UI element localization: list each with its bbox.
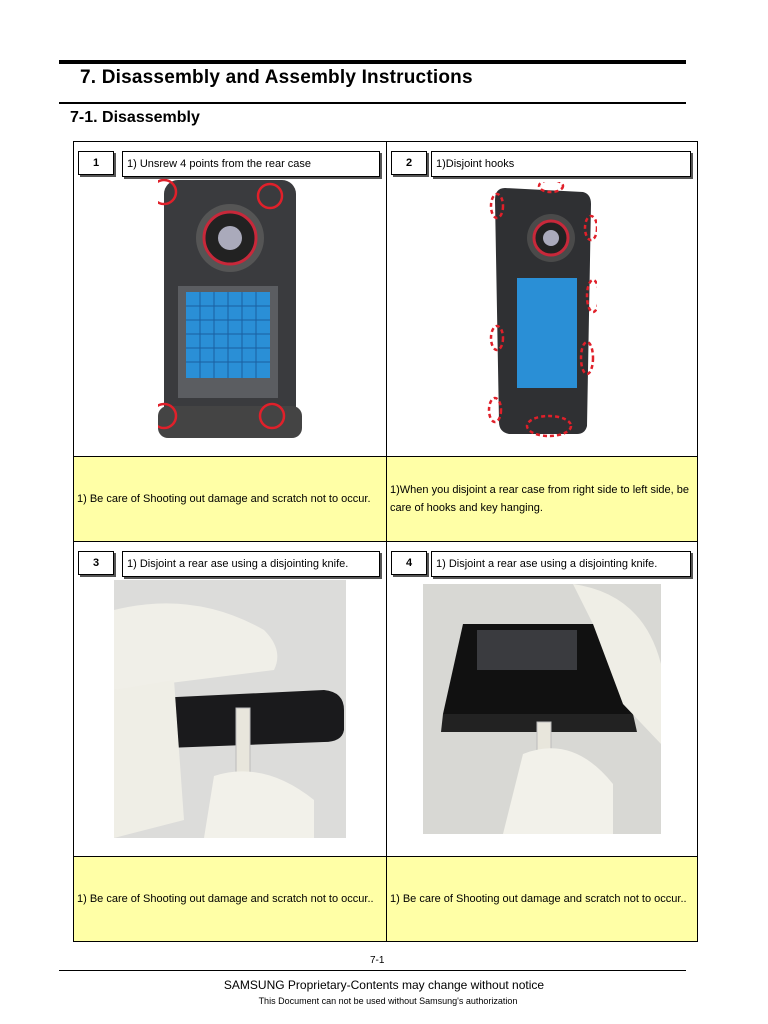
phone-rear-screws-photo (158, 178, 310, 440)
step-2-image-cell (387, 142, 697, 456)
step-1-image-cell (74, 142, 386, 456)
page-title: 7. Disassembly and Assembly Instructions (80, 67, 473, 88)
step-1-note-text: 1) Be care of Shooting out damage and scratch not to occur. (77, 493, 371, 505)
step-3-note (74, 857, 386, 941)
title-rule (59, 102, 686, 104)
footer-authorization: This Document can not be used without Samsung's authorization (258, 996, 518, 1006)
step-4-number: 4 (391, 551, 427, 575)
step-4-note-text: 1) Be care of Shooting out damage and scratch not to occur.. (390, 893, 687, 905)
footer-notice: SAMSUNG Proprietary-Contents may change without notice (223, 978, 545, 992)
step-2-number: 2 (391, 151, 427, 175)
step-2-note (387, 457, 697, 541)
step-2-note-text: 1)When you disjoint a rear case from right side to left side, be care of hooks and key hanging. (390, 484, 689, 514)
step-4-instruction: 1) Disjoint a rear ase using a disjointing knife. (431, 551, 691, 577)
grid-divider (74, 456, 697, 457)
step-grid (73, 141, 698, 942)
step-2-instruction: 1)Disjoint hooks (431, 151, 691, 177)
phone-rear-hooks-photo (487, 182, 597, 442)
disjoint-knife-front-photo (423, 584, 661, 834)
step-1-instruction: 1) Unsrew 4 points from the rear case (122, 151, 380, 177)
step-3-number: 3 (78, 551, 114, 575)
disjoint-knife-side-photo (114, 580, 346, 838)
page-number: 7-1 (370, 955, 385, 966)
grid-divider (74, 541, 697, 542)
footer-rule (59, 970, 686, 971)
step-1-number: 1 (78, 151, 114, 175)
section-subtitle: 7-1. Disassembly (70, 109, 200, 126)
grid-divider (74, 856, 697, 857)
step-3-note-text: 1) Be care of Shooting out damage and scratch not to occur.. (77, 893, 374, 905)
step-4-note (387, 857, 697, 941)
step-3-instruction: 1) Disjoint a rear ase using a disjointing knife. (122, 551, 380, 577)
step-3-image-cell (74, 542, 386, 856)
step-4-image-cell (387, 542, 697, 856)
top-rule (59, 60, 686, 64)
step-1-note (74, 457, 386, 541)
